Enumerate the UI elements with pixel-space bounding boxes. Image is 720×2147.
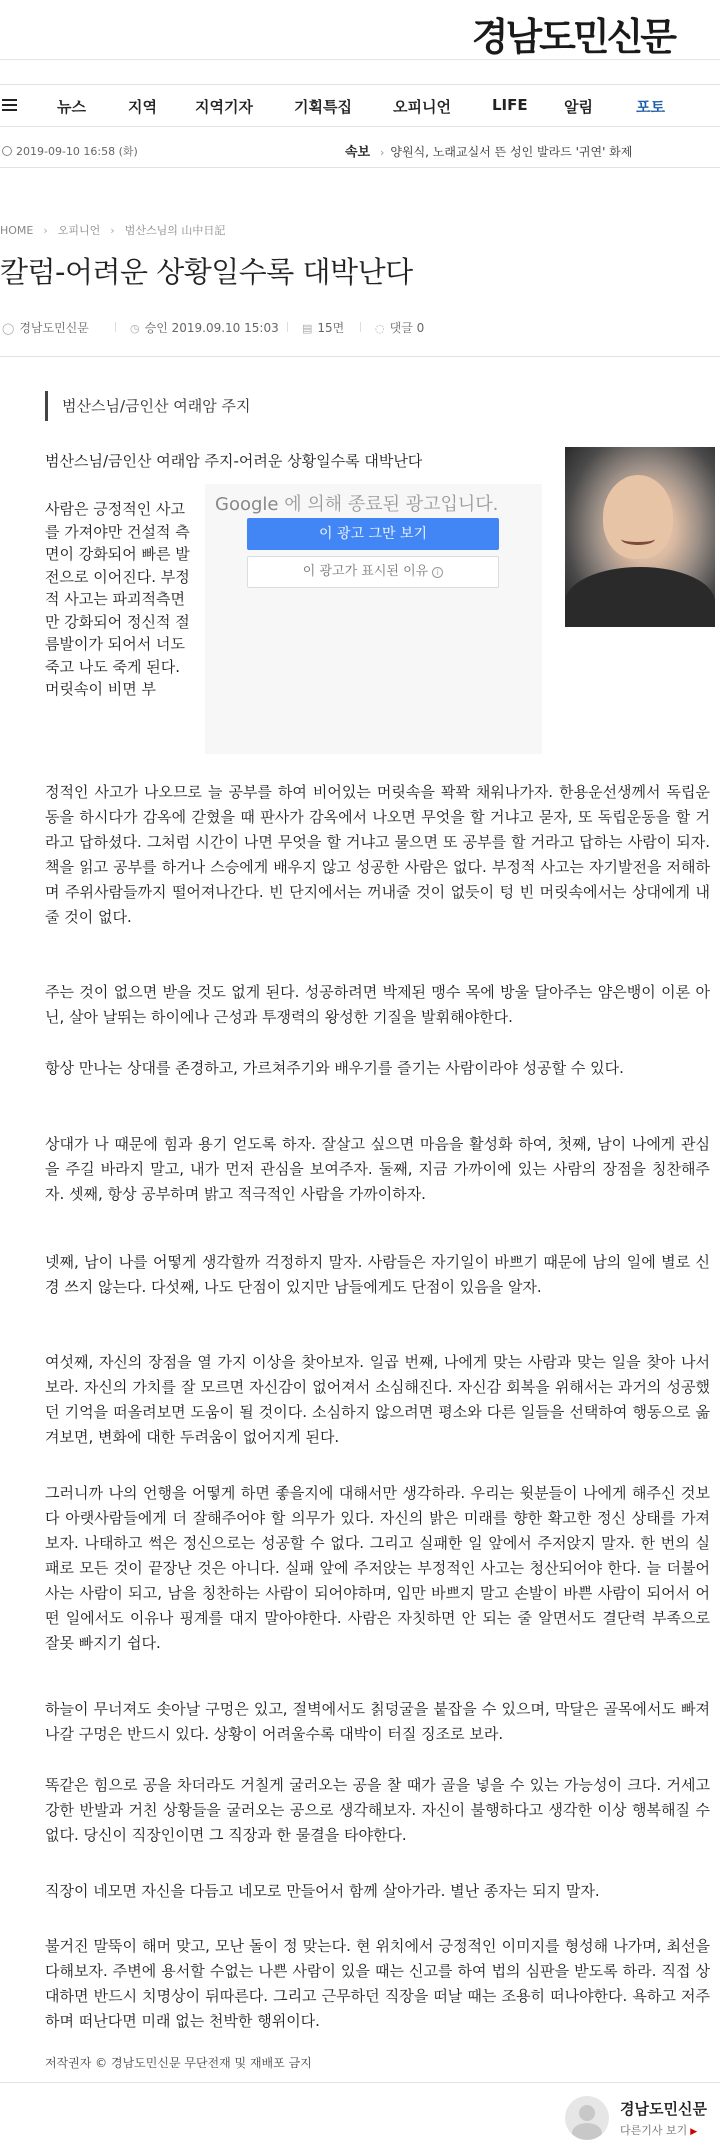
avatar: [565, 2096, 609, 2140]
stop-ad-button[interactable]: 이 광고 그만 보기: [247, 518, 499, 550]
nav-item-feature[interactable]: 기획특집: [294, 98, 352, 116]
article-paragraph: 똑같은 힘으로 공을 차더라도 거칠게 굴러오는 공을 찰 때가 골을 넣을 수 있는 가능성이 크다. 거세고 강한 반발과 거친 상황들을 굴러오는 공으로 생각해보자. 자신이 불행하다고 생각한 이상 행복해질 수 없다. 당신이 직장인이면 그 직장과 한 물결을 타야한다.: [45, 1776, 710, 1844]
article-paragraph: 직장이 네모면 자신을 다듬고 네모로 만들어서 함께 살아가라. 별난 종자는 되지 말자.: [45, 1882, 600, 1900]
article-paragraph: 항상 만나는 상대를 존경하고, 가르쳐주기와 배우기를 즐기는 사람이라야 성공할 수 있다.: [45, 1059, 624, 1077]
chevron-right-icon: ›: [110, 224, 115, 237]
article-approved-date: ◷ 승인 2019.09.10 15:03: [130, 321, 279, 335]
why-ad-button[interactable]: 이 광고가 표시된 이유 i: [247, 556, 499, 588]
nav-bottom-border: [0, 126, 720, 127]
article-paragraph: 상대가 나 때문에 힘과 용기 얻도록 하자. 잘살고 싶으면 마음을 활성화 하여, 첫째, 남이 나에게 관심을 주길 바라지 말고, 내가 먼저 관심을 보여주자. 둘째, 지금 가까이에 있는 사람의 장점을 칭찬해주자. 셋째, 항상 공부하며 밝고 적극적인 사람을 가까이하자.: [45, 1135, 710, 1203]
menu-icon[interactable]: [2, 99, 17, 111]
newspaper-icon: ▤: [302, 322, 313, 335]
article-page: ▤ 15면: [302, 321, 345, 335]
article-paragraph: 주는 것이 없으면 받을 것도 없게 된다. 성공하려면 박제된 맹수 목에 방울 달아주는 얌은뱅이 이론 아닌, 살아 날뛰는 하이에나 근성과 투쟁력의 왕성한 기질을 발휘해야한다.: [45, 983, 710, 1026]
site-header: [0, 0, 720, 60]
info-bar-border: [0, 167, 720, 168]
meta-divider: [115, 322, 116, 332]
ad-closed-notice: Google 에 의해 종료된 광고입니다.: [215, 494, 499, 515]
user-icon: ◯: [2, 322, 15, 335]
closed-ad-box: [205, 484, 542, 754]
site-logo[interactable]: 경남도민신문: [471, 15, 674, 59]
current-datetime: 2019-09-10 16:58 (화): [2, 143, 138, 159]
clock-icon: ◷: [130, 322, 140, 335]
other-articles-link[interactable]: 다른기사 보기 ▶: [620, 2124, 698, 2137]
arrow-right-icon: ▶: [690, 2127, 698, 2137]
byline-box: [45, 391, 715, 421]
breadcrumb-opinion[interactable]: 오피니언: [57, 224, 101, 237]
meta-divider: [287, 322, 288, 332]
article-paragraph: 정적인 사고가 나오므로 늘 공부를 하여 비어있는 머릿속을 꽉꽉 채워나가자. 한용운선생께서 독립운동을 하시다가 감옥에 갇혔을 때 판사가 감옥에서 나오면 무엇을 할 거냐고 묻자, 또 독립운동을 할 거라고 답하셨다. 그처럼 시간이 나면 무엇을 할 거냐고 물으면 또 공부를 할 거라고 답하는 사람이 되자. 책을 읽고 공부를 하거나 스승에게 배우지 않고 성공한 사람은 없다. 부정적 사고는 자기발전을 저해하며 주위사람들까지 떨어져나간다. 빈 단지에서는 꺼내줄 것이 없듯이 텅 빈 머릿속에서는 상대에게 내줄 것이 없다.: [45, 783, 710, 926]
breadcrumb: [0, 222, 225, 238]
info-icon: i: [432, 567, 443, 578]
nav-item-opinion[interactable]: 오피니언: [393, 98, 451, 116]
nav-item-notice[interactable]: 알림: [564, 98, 593, 116]
article-paragraph: 그러니까 나의 언행을 어떻게 하면 좋을지에 대해서만 생각하라. 우리는 윗분들이 나에게 해주신 것보다 아랫사람들에게 더 잘해주어야 할 의무가 있다. 자신의 밝은 미래를 향한 확고한 정신 상태를 가져보자. 나태하고 썩은 정신으로는 성공할 수 없다. 그리고 실패한 일 앞에서 주저앉지 말자. 한 번의 실패로 모든 것이 끝장난 것은 아니다. 실패 앞에 주저앉는 부정적인 사고는 청산되어야 한다. 늘 더불어 사는 사람이 되고, 남을 칭찬하는 사람이 되어야하며, 입만 바쁘지 말고 손발이 바쁜 사람이 되어서 어떤 일에서도 이유나 핑계를 대지 말아야한다. 사람은 자칫하면 안 되는 줄 알면서도 결단력 부족으로 잘못 빠지기 쉽다.: [45, 1484, 710, 1652]
nav-item-news[interactable]: 뉴스: [57, 98, 86, 116]
article-paragraph: 넷째, 남이 나를 어떻게 생각할까 걱정하지 말자. 사람들은 자기일이 바쁘기 때문에 남의 일에 별로 신경 쓰지 않는다. 다섯째, 나도 단점이 있지만 남들에게도 단점이 있음을 알자.: [45, 1253, 710, 1296]
nav-item-life[interactable]: LIFE: [492, 96, 528, 114]
nav-item-region-reporter[interactable]: 지역기자: [195, 98, 253, 116]
article-paragraph: 하늘이 무너져도 솟아날 구멍은 있고, 절벽에서도 칡덩굴을 붙잡을 수 있으며, 막달은 골목에서도 빠져나갈 구멍은 반드시 있다. 상황이 어려울수록 대박이 터질 징조로 보라.: [45, 1700, 710, 1743]
article-paragraph-intro: 사람은 긍정적인 사고를 가져야만 건설적 측면이 강화되어 빠른 발전으로 이어진다. 부정적 사고는 파괴적측면만 강화되어 정신적 절름발이가 되어서 너도 죽고 나도 죽게 된다. 머릿속이 비면 부: [45, 500, 190, 698]
article-title: 칼럼-어려운 상황일수록 대박난다: [0, 255, 413, 289]
article-lead: 범산스님/금인산 여래암 주지-어려운 상황일수록 대박난다: [45, 452, 423, 470]
nav-top-border: [0, 84, 720, 85]
nav-item-photo[interactable]: 포토: [636, 98, 665, 116]
breadcrumb-section[interactable]: 범산스님의 山中日記: [124, 224, 226, 237]
comment-icon: ◌: [375, 322, 385, 335]
meta-border: [0, 356, 720, 357]
article-author: ◯ 경남도민신문: [2, 321, 89, 335]
chevron-right-icon: ›: [380, 146, 385, 159]
article-comments[interactable]: ◌ 댓글 0: [375, 321, 425, 335]
footer-border: [0, 2082, 720, 2083]
author-photo: [565, 447, 715, 627]
nav-item-region[interactable]: 지역: [128, 98, 157, 116]
copyright-notice: 저작권자 © 경남도민신문 무단전재 및 재배포 금지: [45, 2056, 312, 2070]
article-paragraph: 여섯째, 자신의 장점을 열 가지 이상을 찾아보자. 일곱 번째, 나에게 맞는 사람과 맞는 일을 찾아 나서보라. 자신의 가치를 잘 모르면 자신감이 없어져서 소심해진다. 자신감 회복을 위해서는 과거의 성공했던 기억을 떠올려보면 도움이 될 것이다. 소심하지 않으려면 평소와 다른 일들을 선택하여 행동으로 옮겨보면, 변화에 대한 두려움이 없어지게 된다.: [45, 1353, 710, 1446]
article-paragraph: 불거진 말뚝이 해머 맞고, 모난 돌이 정 맞는다. 현 위치에서 긍정적인 이미지를 형성해 나가며, 최선을 다해보자. 주변에 용서할 수없는 나쁜 사람이 있을 때는 신고를 하여 법의 심판을 받도록 하라. 직접 상대하면 반드시 치명상이 뒤따른다. 그리고 근무하던 직장을 떠날 때는 조용히 떠나야한다. 욕하고 저주하며 떠난다면 미래 없는 천박한 행위이다.: [45, 1937, 710, 2030]
breadcrumb-home[interactable]: HOME: [0, 224, 34, 237]
meta-divider: [360, 322, 361, 332]
footer-author-name: 경남도민신문: [620, 2100, 707, 2118]
clock-icon: [2, 146, 12, 156]
byline: 범산스님/금인산 여래암 주지: [62, 397, 251, 415]
breaking-news-ticker[interactable]: › 양원식, 노래교실서 뜬 성인 발라드 '귀연' 화제: [380, 145, 633, 159]
chevron-right-icon: ›: [43, 224, 48, 237]
breaking-news-label: 속보: [345, 145, 371, 160]
